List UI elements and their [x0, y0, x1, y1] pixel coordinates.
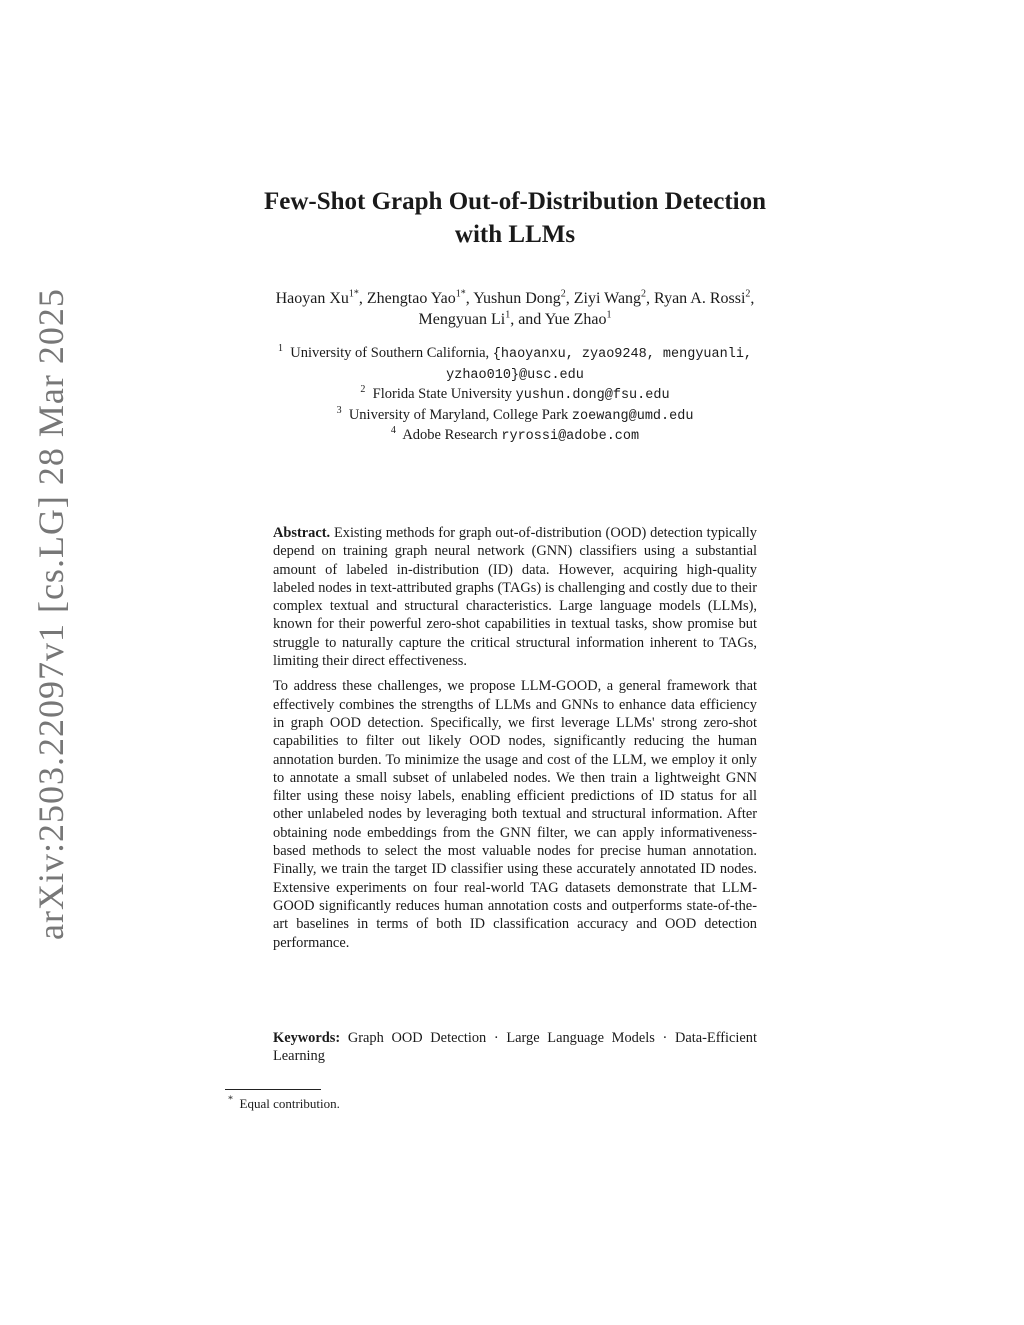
title-line-2: with LLMs [454, 221, 576, 248]
author: Yushun Dong$^2$ [473, 288, 566, 307]
author: Zhengtao Yao$^{1*}$ [366, 288, 466, 307]
keywords-label: Keywords: [273, 1030, 341, 1046]
author: Ryan A. Rossi$^2$ [654, 288, 751, 307]
arxiv-identifier-stamp: arXiv:2503.22097v1 [cs.LG] 28 Mar 2025 [31, 288, 71, 940]
affiliation-4: $^4$ Adobe Research ryrossi@adobe.com [390, 425, 640, 444]
affiliation-1-email-cont: yzhao010}@usc.edu [446, 367, 584, 383]
author-list: Haoyan $Xu^{1*}$, Zhengtao Yao$^{1*}$, Yushun Dong$^2$, Ziyi Wang$^2$, Ryan A. Rossi$^2$, Mengyuan Li$^1$, and Yue Zhao$^1$ [275, 288, 755, 328]
affiliations [200, 344, 830, 447]
keywords [273, 1029, 757, 1066]
author: Haoyan $Xu^{1*}$ [275, 288, 359, 307]
affiliation-email: zoewang@umd.edu [571, 408, 694, 424]
abstract-paragraph-2: To address these challenges, we propose LLM-GOOD, a general framework that effectively combines the strengths of LLMs and GNNs to enhance data efficiency in graph OOD detection. Specifically, we first leverage LLMs' strong zero-shot capabilities to filter out likely OOD nodes, significantly reducing the human annotation burden. To minimize the usage and cost of the LLM, we employ it only to annotate a small subset of unlabeled nodes. We then train a lightweight GNN filter using these noisy labels, enabling efficient predictions of ID status for all other unlabeled nodes by leveraging both textual and structural information. After obtaining node embeddings from the GNN filter, we can apply informativeness-based methods to select the most valuable nodes for precise human annotation. Finally, we train the target ID classifier using these accurately annotated ID nodes. Extensive experiments on four real-world TAG datasets demonstrate that LLM-GOOD significantly reduces human annotation costs and outperforms state-of-the-art baselines in terms of both ID classification accuracy and OOD detection performance. [273, 678, 757, 951]
affiliation-3: $^3$ University of Maryland, College Park zoewang@umd.edu [336, 404, 694, 424]
paper-title [200, 185, 830, 251]
abstract-label: Abstract. [273, 525, 331, 541]
keywords-text: Graph OOD Detection · Large Language Models · Data-Efficient Learning [273, 1030, 757, 1065]
author: Yue Zhao$^1$ [544, 309, 612, 328]
abstract-paragraph-1: Abstract. Existing methods for graph out-of-distribution (OOD) detection typically depend on training graph neural network (GNN) classifiers using a substantial amount of labeled in-distribution (ID) data. However, acquiring high-quality labeled nodes in text-attributed graphs (TAGs) is challenging and costly due to their complex textual and structural characteristics. Large language models (LLMs), known for their powerful zero-shot capabilities in textual tasks, show promise but struggle to naturally capture the critical structural information inherent to TAGs, limiting their direct effectiveness. [273, 525, 757, 670]
title-line-1: Few-Shot Graph Out-of-Distribution Detection [263, 188, 767, 215]
affiliation-email: ryrossi@adobe.com [501, 429, 640, 444]
affiliation-email: {haoyanxu, zyao9248, mengyuanli, [492, 347, 753, 362]
footnote-rule [225, 1089, 321, 1090]
affiliation-1: $^1$ University of Southern California, {haoyanxu, zyao9248, mengyuanli, [277, 343, 753, 362]
footnote: * Equal contribution. [228, 1094, 340, 1111]
author: Ziyi Wang$^2$ [573, 288, 647, 307]
affiliation-2: $^2$ Florida State University yushun.dong@fsu.edu [360, 384, 670, 403]
affiliation-email: yushun.dong@fsu.edu [515, 388, 670, 403]
abstract [273, 524, 757, 959]
author: Mengyuan Li$^1$ [418, 309, 511, 328]
